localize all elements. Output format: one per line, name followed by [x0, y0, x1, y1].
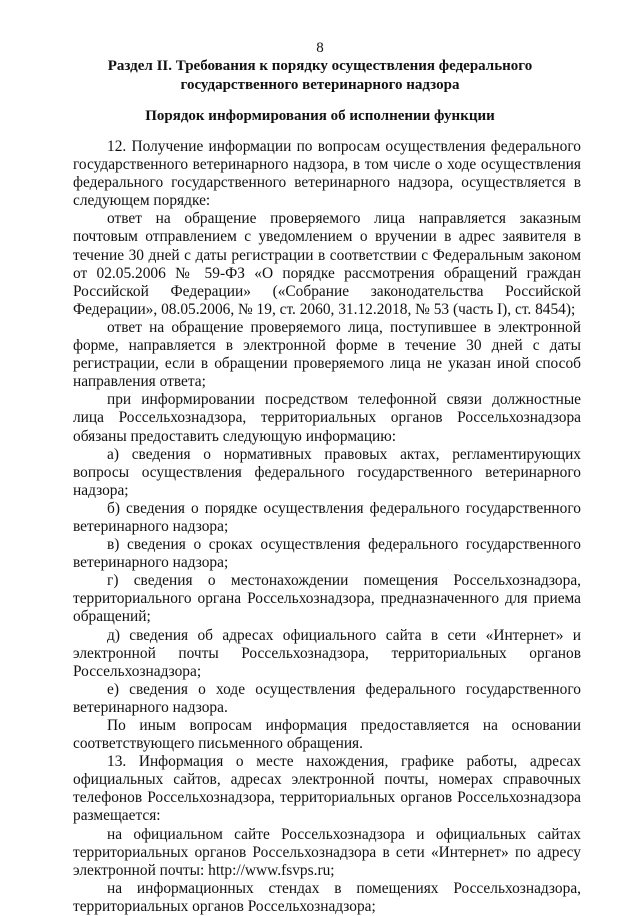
page-number: 8 [316, 40, 324, 56]
paragraph-stands: на информационных стендах в помещениях Россельхознадзора, территориальных органов Россельхознадзора; [73, 879, 581, 915]
list-item-v: в) сведения о сроках осуществления федерального государственного ветеринарного надзора; [73, 536, 581, 572]
list-item-a: а) сведения о нормативных правовых актах, регламентирующих вопросы осуществления федерального государственного ветеринарного надзора; [73, 445, 581, 499]
list-item-e: е) сведения о ходе осуществления федерального государственного ветеринарного надзора. [73, 680, 581, 716]
paragraph-mail-response: ответ на обращение проверяемого лица направляется заказным почтовым отправлением с уведомлением о вручении в адрес заявителя в течение 30 дней с даты регистрации в соответствии с Федеральным законом от 02.05.2006 № 59-ФЗ «О порядке рассмотрения обращений граждан Российской Федерации» («Собрание законодательства Российской Федерации», 08.05.2006, № 19, ст. 2060, 31.12.2018, № 53 (часть I), ст. 8454); [73, 210, 581, 318]
subsection-title: Порядок информирования об исполнении функции [145, 108, 495, 124]
paragraph-website: на официальном сайте Россельхознадзора и официальных сайтах территориальных органов Россельхознадзора в сети «Интернет» по адресу электронной почты: http://www.fsvps.ru; [73, 825, 581, 879]
paragraph-13-intro: 13. Информация о месте нахождения, графике работы, адресах официальных сайтов, адресах электронной почты, номерах справочных телефонов Россельхознадзора, территориальных органов Россельхознадзора размещается: [73, 753, 581, 825]
list-item-b: б) сведения о порядке осуществления федерального государственного ветеринарного надзора; [73, 499, 581, 535]
section-title: Раздел II. Требования к порядку осуществления федерального государственного ветеринарного надзора [107, 58, 533, 93]
paragraph-electronic-response: ответ на обращение проверяемого лица, поступившее в электронной форме, направляется в электронной форме в течение 30 дней с даты регистрации, если в обращении проверяемого лица не указан иной способ направления ответа; [73, 318, 581, 391]
list-item-d: д) сведения об адресах официального сайта в сети «Интернет» и электронной почты Россельхознадзора, территориальных органов Россельхознадзора; [73, 626, 581, 680]
paragraph-12-intro: 12. Получение информации по вопросам осуществления федерального государственного ветеринарного надзора, в том числе о ходе осуществления федерального государственного ветеринарного надзора, осуществляется в следующем порядке: [73, 138, 581, 210]
paragraph-other-questions: По иным вопросам информация предоставляется на основании соответствующего письменного обращения. [73, 717, 581, 753]
document-body [73, 138, 581, 916]
paragraph-phone-info: при информировании посредством телефонной связи должностные лица Россельхознадзора, территориальных органов Россельхознадзора обязаны предоставить следующую информацию: [73, 391, 581, 445]
list-item-g: г) сведения о местонахождении помещения Россельхознадзора, территориального органа Россельхознадзора, предназначенного для приема обращений; [73, 572, 581, 626]
